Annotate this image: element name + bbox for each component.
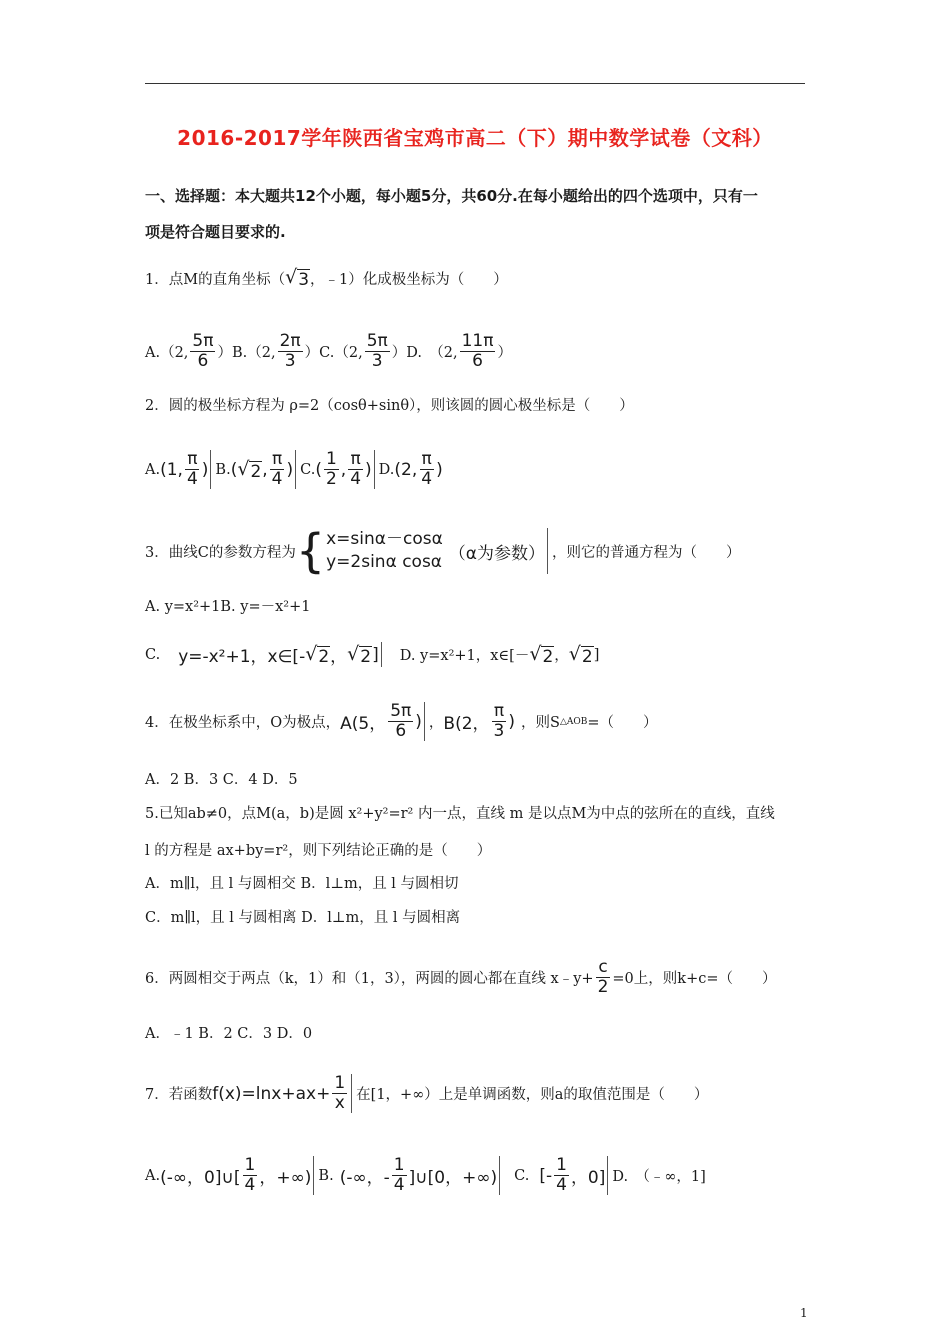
q1-close: ） xyxy=(497,345,512,361)
q2-opt-b-label: B. xyxy=(215,461,231,478)
question-6 xyxy=(145,958,777,997)
q7-opt-d: D. （﹣∞，1] xyxy=(612,1169,706,1185)
q2-opt-c: ( $\frac{1}{2}$ , $\frac{\pi}{4}$ ) xyxy=(315,450,374,489)
q4-point-a: A(5， $\frac{5\pi}{6}$ ) xyxy=(340,702,425,741)
question-3 xyxy=(145,524,741,578)
q1-opt-c-frac: $\frac{5\pi}{3}$ xyxy=(366,331,388,371)
q3-text-b: ，则它的普通方程为（ ） xyxy=(552,544,741,561)
q7-opt-a-label: A. xyxy=(145,1167,161,1184)
q6-text-b: =0上，则k+c=（ ） xyxy=(612,971,777,987)
q2-opt-c-label: C. xyxy=(300,461,316,478)
q1-text-a: 1．点M的直角坐标（ xyxy=(145,271,286,288)
q4-point-b: B(2， $\frac{\pi}{3}$ ) xyxy=(443,701,515,741)
question-4: 4．在极坐标系中，O为极点， A(5， $\frac{5\pi}{6}$ ) ， B(2， $\frac{\pi}{3}$ ) ，则S △AOB =（ ） xyxy=(145,701,658,741)
q4-options: A．2 B．3 C．4 D．5 xyxy=(145,772,298,788)
page-number: 1 xyxy=(800,1306,808,1320)
q2-opt-d-label: D. xyxy=(378,461,395,478)
q2-opt-d: (2, $\frac{\pi}{4}$ ) xyxy=(394,449,443,489)
q2-options xyxy=(145,450,449,489)
q7-opt-b: (-∞，- $\frac{1}{4}$ ]∪[0，+∞) xyxy=(340,1156,500,1195)
q3-options-cd xyxy=(145,642,599,667)
param-system: { x=sinα－cosα y=2sinα cosα （α为参数） xyxy=(296,528,548,574)
q2-opt-a-label: A. xyxy=(145,461,161,478)
header-rule xyxy=(145,83,805,84)
q5-options-ab: A．m∥l，且 l 与圆相交 B．l⊥m，且 l 与圆相切 xyxy=(145,876,459,892)
q4-subscript: △AOB xyxy=(559,716,588,727)
question-5-line1: 5.已知ab≠0，点M(a，b)是圆 x²+y²=r² 内一点，直线 m 是以点M为中点的弦所在的直线，直线 xyxy=(145,806,775,822)
q5-options-cd: C．m∥l，且 l 与圆相离 D．l⊥m，且 l 与圆相离 xyxy=(145,910,461,926)
q7-opt-b-label: B. xyxy=(318,1167,334,1184)
q1-options xyxy=(145,332,512,371)
q3-opt-d-end: ] xyxy=(593,646,600,663)
q3-opt-d: D. y=x²+1，x∈[－ xyxy=(399,648,530,664)
q1-opt-b-label: ）B.（2, xyxy=(217,345,276,361)
q1-text-b: ，﹣1）化成极坐标为（ ） xyxy=(310,271,508,288)
q7-opt-c-label: C. xyxy=(514,1167,530,1184)
q7-options xyxy=(145,1156,706,1195)
question-2: 2．圆的极坐标方程为 ρ=2（cosθ+sinθ），则该圆的圆心极坐标是（ ） xyxy=(145,398,634,414)
question-1 xyxy=(145,266,508,290)
q1-opt-a-frac: $\frac{5\pi}{6}$ xyxy=(192,331,214,371)
q6-text-a: 6．两圆相交于两点（k，1）和（1，3），两圆的圆心都在直线 x﹣y+ xyxy=(145,971,594,987)
q3-opt-c-label: C. xyxy=(145,646,161,663)
q1-opt-d-label: ）D. （2, xyxy=(391,345,458,361)
sqrt-3: √ 3 xyxy=(285,266,310,290)
q4-text-b: ，则S xyxy=(521,715,560,731)
q6-frac: $\frac{c}{2}$ xyxy=(597,957,609,997)
q6-options: A．﹣1 B．2 C．3 D．0 xyxy=(145,1026,313,1042)
q3-opt-c: y=-x²+1，x∈[- √ 2 ， √ 2 ] xyxy=(178,642,382,667)
q4-text-c: =（ ） xyxy=(587,715,658,731)
q1-opt-b-frac: $\frac{2\pi}{3}$ xyxy=(279,331,301,371)
q3-opt-d-mid: ， xyxy=(554,648,569,664)
section-heading-line1: 一、选择题：本大题共12个小题，每小题5分，共60分.在每小题给出的四个选项中，只有一 xyxy=(145,187,758,205)
exam-title: 2016-2017学年陕西省宝鸡市高二（下）期中数学试卷（文科） xyxy=(177,126,773,150)
q3-opt-d-sqrt2: √ 2 xyxy=(568,642,593,667)
section-heading-line2: 项是符合题目要求的. xyxy=(145,223,286,241)
q7-opt-c: [- $\frac{1}{4}$ ，0] xyxy=(539,1156,608,1195)
q1-opt-a-label: A.（2, xyxy=(145,345,189,361)
q7-text-b: 在[1，+∞）上是单调函数，则a的取值范围是（ ） xyxy=(356,1087,709,1103)
q7-text-a: 7．若函数 xyxy=(145,1087,213,1103)
q7-function: f(x)=lnx+ax+ $\frac{1}{x}$ xyxy=(212,1074,352,1113)
q2-opt-a: (1, $\frac{\pi}{4}$ ) xyxy=(160,450,211,489)
q1-opt-c-label: ）C.（2, xyxy=(304,345,363,361)
q3-opt-d-sqrt1: √ 2 xyxy=(529,642,554,667)
q4-text-a: 4．在极坐标系中，O为极点， xyxy=(145,715,341,731)
question-7 xyxy=(145,1074,708,1113)
q1-opt-d-frac: $\frac{11\pi}{6}$ xyxy=(461,331,494,371)
question-5-line2: l 的方程是 ax+by=r²，则下列结论正确的是（ ） xyxy=(145,843,492,859)
q3-text-a: 3．曲线C的参数方程为 xyxy=(145,544,296,561)
q7-opt-a: (-∞，0]∪[ $\frac{1}{4}$ ，+∞) xyxy=(160,1156,314,1195)
q2-opt-b: ( √ 2 , $\frac{\pi}{4}$ ) xyxy=(231,450,296,489)
q3-options-ab: A. y=x²+1B. y=－x²+1 xyxy=(145,599,311,615)
